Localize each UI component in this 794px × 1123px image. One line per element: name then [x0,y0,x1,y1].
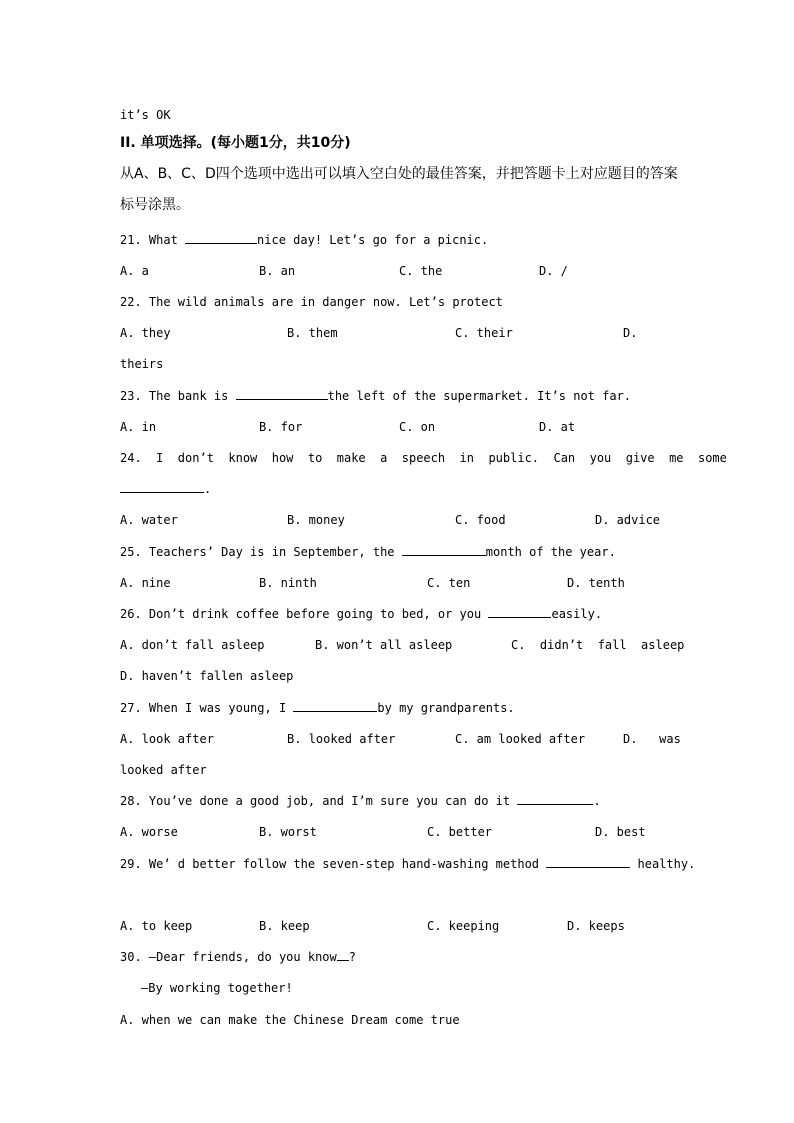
q27-option-a: A. look after [120,732,214,746]
q26-option-d: D. haven’t fallen asleep [120,669,294,683]
q29-option-d: D. keeps [567,919,625,933]
q25-option-c: C. ten [427,576,471,590]
q23-option-b: B. for [259,420,303,434]
answer-blank [185,232,257,244]
q27-option-d-text: looked after [120,763,207,777]
question-22: 22. The wild animals are in danger now. Let’s protect [120,295,503,309]
section-heading: II. 单项选择。(每小题1分，共10分) [120,135,351,151]
question-28: 28. You’ve done a good job, and I’m sure you can do it . [120,794,601,808]
q21-option-a: A. a [120,264,149,278]
q22-option-b: B. them [287,326,338,340]
answer-blank [517,793,593,805]
question-30: 30. —Dear friends, do you know ? [120,950,356,964]
q26-option-b: B. won’t all asleep [315,638,453,652]
question-25: 25. Teachers’ Day is in September, the month of the year. [120,545,616,559]
q24-option-b: B. money [287,513,345,527]
q24-option-a: A. water [120,513,178,527]
q25-option-d: D. tenth [567,576,625,590]
q28-option-d: D. best [595,825,646,839]
question-27: 27. When I was young, I by my grandparents. [120,701,515,715]
q22-option-d: D. [623,326,638,340]
q28-option-b: B. worst [259,825,317,839]
q28-option-c: C. better [427,825,493,839]
q23-option-c: C. on [399,420,436,434]
instruction-line-2: 标号涂黑。 [120,197,190,213]
q25-option-a: A. nine [120,576,171,590]
q23-option-a: A. in [120,420,157,434]
q29-option-a: A. to keep [120,919,193,933]
answer-blank [402,544,486,556]
q24-option-d: D. advice [595,513,661,527]
question-21: 21. What nice day! Let’s go for a picnic. [120,233,489,247]
answer-blank [120,481,204,493]
question-26: 26. Don’t drink coffee before going to bed, or you easily. [120,607,603,621]
question-24-cont: . [120,481,211,497]
q21-option-d: D. / [539,264,568,278]
q22-option-d-text: theirs [120,357,164,371]
answer-blank [546,856,630,868]
q26-option-a: A. don’t fall asleep [120,638,265,652]
q29-option-b: B. keep [259,919,310,933]
q21-option-c: C. the [399,264,443,278]
q22-option-c: C. their [455,326,513,340]
q27-option-c: C. am looked after [455,732,586,746]
question-29: 29. We’ d better follow the seven-step hand-washing method healthy. [120,857,696,871]
q27-option-d: D. was [623,732,681,746]
intro-line: it’s OK [120,108,171,122]
q23-option-d: D. at [539,420,576,434]
q26-option-c: C. didn’t fall asleep [511,638,685,652]
q28-option-a: A. worse [120,825,178,839]
answer-blank [236,388,328,400]
q30-option-a: A. when we can make the Chinese Dream come true [120,1013,460,1027]
q24-option-c: C. food [455,513,506,527]
q22-option-a: A. they [120,326,171,340]
q21-option-b: B. an [259,264,296,278]
q29-option-c: C. keeping [427,919,500,933]
answer-blank [293,700,377,712]
instruction-line-1: 从A、B、C、D四个选项中选出可以填入空白处的最佳答案，并把答题卡上对应题目的答案 [120,166,678,182]
question-23: 23. The bank is the left of the supermarket. It’s not far. [120,389,632,403]
question-24: 24. I don’t know how to make a speech in public. Can you give me some [120,451,727,465]
answer-blank [337,949,349,961]
q27-option-b: B. looked after [287,732,396,746]
q25-option-b: B. ninth [259,576,317,590]
question-30-reply: —By working together! [141,981,293,995]
answer-blank [488,606,551,618]
